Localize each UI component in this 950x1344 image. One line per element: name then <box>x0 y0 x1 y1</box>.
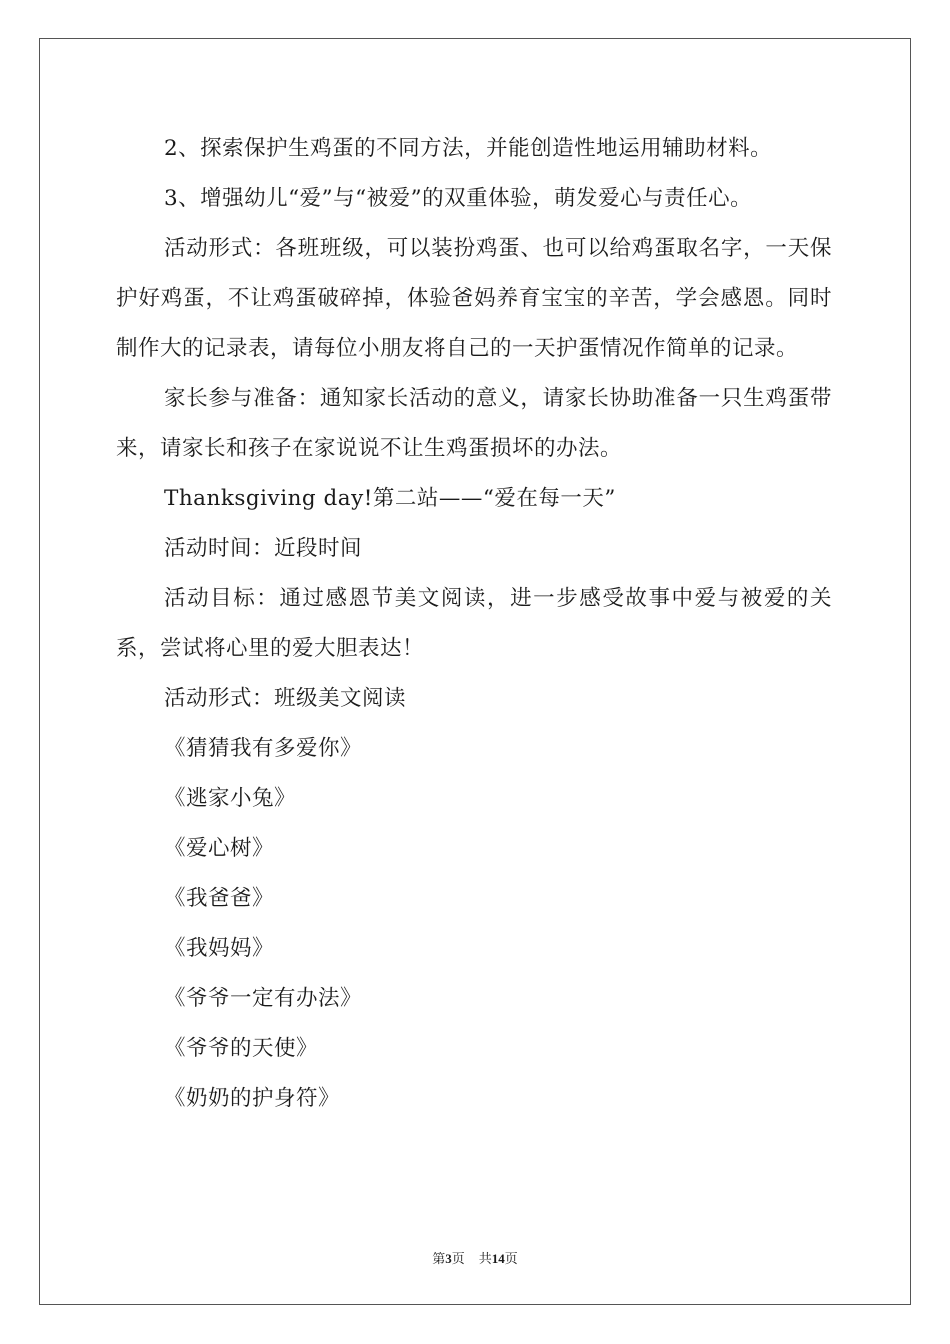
section-heading-station-2: Thanksgiving day!第二站——“爱在每一天” <box>164 486 616 511</box>
book-title: 《爷爷一定有办法》 <box>164 986 363 1011</box>
paragraph-parent-prep: 家长参与准备：通知家长活动的意义，请家长协助准备一只生鸡蛋带来，请家长和孩子在家说说不让生鸡蛋损坏的办法。 <box>116 386 832 461</box>
footer-page-prefix: 第 <box>432 1251 446 1266</box>
paragraph-goal-3: 3、增强幼儿“爱”与“被爱”的双重体验，萌发爱心与责任心。 <box>164 186 753 211</box>
paragraph-activity-goal: 活动目标：通过感恩节美文阅读，进一步感受故事中爱与被爱的关系，尝试将心里的爱大胆表达！ <box>116 586 832 661</box>
book-title: 《逃家小兔》 <box>164 786 297 811</box>
footer-page-suffix: 页 <box>451 1251 465 1266</box>
paragraph-activity-time: 活动时间：近段时间 <box>164 536 363 561</box>
book-title: 《爷爷的天使》 <box>164 1036 319 1061</box>
footer-total-pages: 14 <box>491 1251 505 1266</box>
footer-total-prefix: 共 <box>478 1251 492 1266</box>
book-title: 《爱心树》 <box>164 836 275 861</box>
book-title: 《我爸爸》 <box>164 886 275 911</box>
footer-total-suffix: 页 <box>504 1251 518 1266</box>
book-title: 《我妈妈》 <box>164 936 275 961</box>
paragraph-goal-2: 2、探索保护生鸡蛋的不同方法，并能创造性地运用辅助材料。 <box>164 136 773 161</box>
footer-page-number: 3 <box>445 1251 452 1266</box>
book-title: 《奶奶的护身符》 <box>164 1086 341 1111</box>
page-footer <box>0 1248 950 1267</box>
document-body <box>116 124 832 1124</box>
paragraph-activity-form: 活动形式：各班班级，可以装扮鸡蛋、也可以给鸡蛋取名字，一天保护好鸡蛋，不让鸡蛋破碎掉，体验爸妈养育宝宝的辛苦，学会感恩。同时制作大的记录表，请每位小朋友将自己的一天护蛋情况作简单的记录。 <box>116 236 832 361</box>
paragraph-activity-form-2: 活动形式：班级美文阅读 <box>164 686 407 711</box>
book-title: 《猜猜我有多爱你》 <box>164 736 363 761</box>
